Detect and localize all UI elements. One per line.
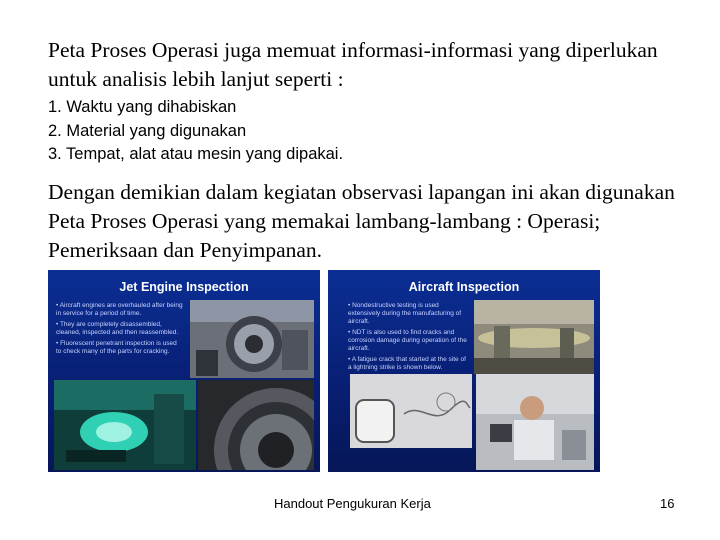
aircraft-image-title: Aircraft Inspection [408, 280, 520, 294]
aircraft-image-bullets [348, 302, 470, 372]
aircraft-inspection-image [328, 270, 600, 472]
info-list [48, 96, 688, 167]
image-bullet: • Nondestructive testing is used extensively during the manufacturing of aircraft. [348, 302, 462, 325]
jet-engine-inspection-image [48, 270, 320, 472]
page-number: 16 [660, 496, 675, 511]
list-item: 2. Material yang digunakan [48, 121, 247, 140]
ndt-technician-photo [476, 374, 594, 470]
footer-text: Handout Pengukuran Kerja [274, 496, 431, 511]
penetrant-inspection-photo [54, 380, 196, 470]
jet-image-title: Jet Engine Inspection [119, 280, 249, 294]
jet-image-bullets [56, 302, 184, 356]
fatigue-crack-photo [350, 374, 472, 448]
list-item: 3. Tempat, alat atau mesin yang dipakai. [48, 145, 344, 163]
turbine-disc-photo [198, 380, 314, 470]
list-item: 1. Waktu yang dihabiskan [48, 98, 237, 116]
image-bullet: • They are completely disassembled, cleaned, inspected and then reassembled. [56, 321, 179, 336]
image-bullet: • Fluorescent penetrant inspection is used to check many of the parts for cracking. [56, 340, 177, 355]
intro-text: Peta Proses Operasi juga memuat informasi-informasi yang diperlukan untuk analisis lebih lanjut seperti : [48, 38, 658, 91]
image-bullet: • A fatigue crack that started at the site of a lightning strike is shown below. [348, 356, 466, 371]
observation-paragraph: Dengan demikian dalam kegiatan observasi lapangan ini akan digunakan Peta Proses Operasi yang memakai lambang-lambang : Operasi; Pemeriksaan dan Penyimpanan. [48, 180, 675, 262]
image-bullet: • Aircraft engines are overhauled after being in service for a period of time. [56, 302, 183, 317]
image-bullet: • NDT is also used to find cracks and corrosion damage during operation of the aircraft. [348, 329, 467, 352]
aircraft-assembly-photo [474, 300, 594, 374]
engine-workshop-photo [190, 300, 314, 378]
